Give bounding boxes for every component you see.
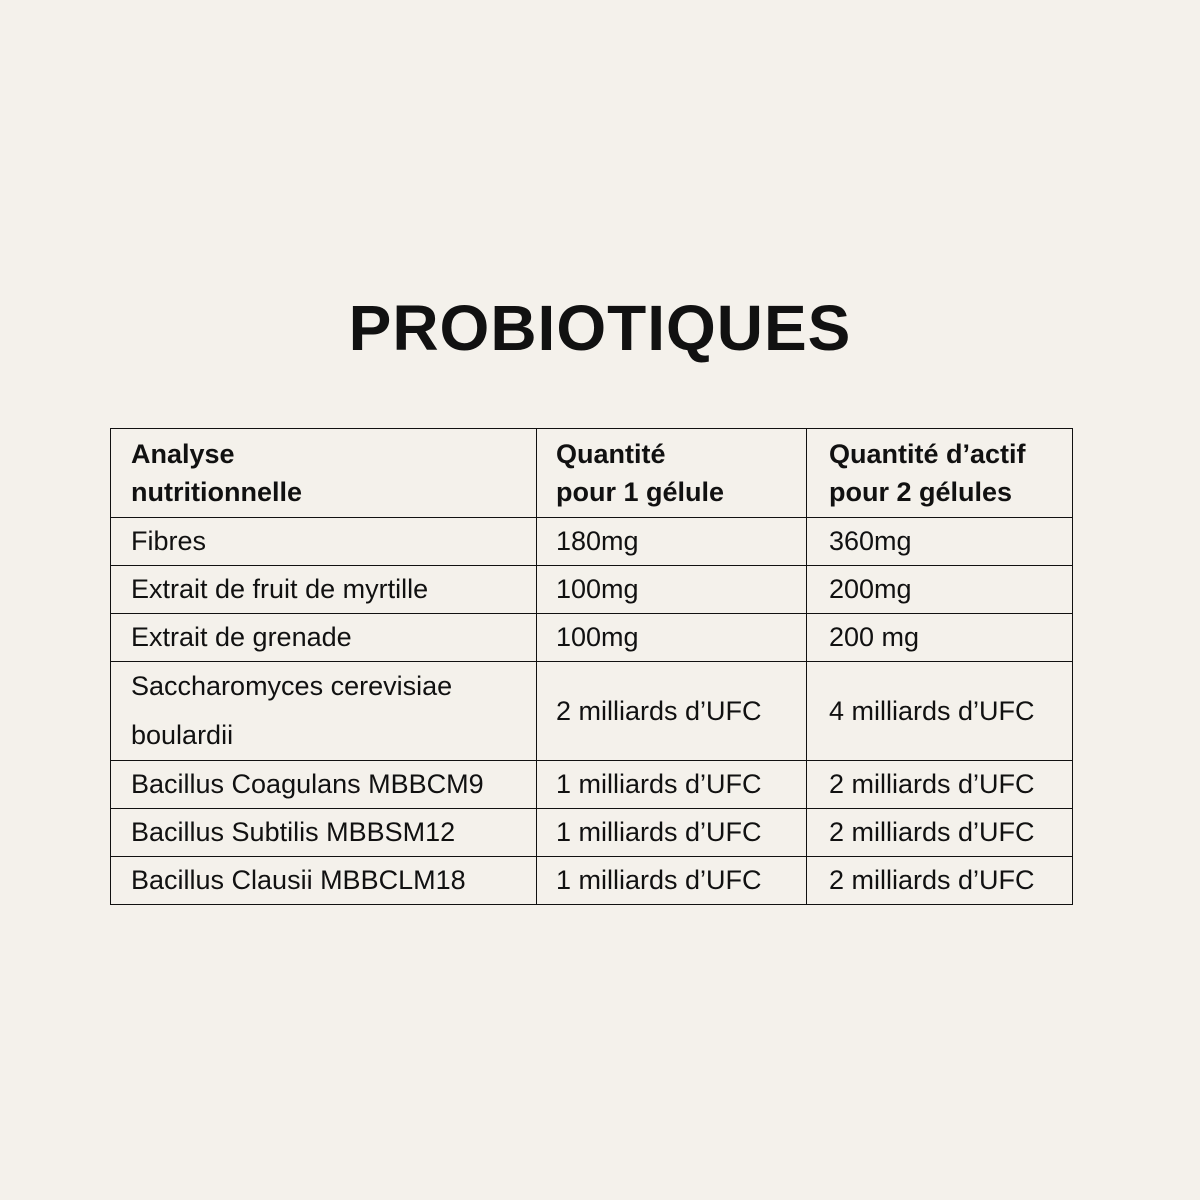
header-quantity-2 <box>807 429 1073 518</box>
cell-quantity-1: 100mg <box>537 614 807 662</box>
cell-quantity-2: 2 milliards d’UFC <box>807 809 1073 857</box>
table-row <box>111 809 1073 857</box>
header-line: Analyse <box>131 439 235 469</box>
table-row <box>111 857 1073 905</box>
cell-quantity-2: 2 milliards d’UFC <box>807 761 1073 809</box>
cell-ingredient: Bacillus Clausii MBBCLM18 <box>111 857 537 905</box>
header-analysis <box>111 429 537 518</box>
header-line: pour 2 gélules <box>829 477 1013 507</box>
cell-quantity-1: 100mg <box>537 566 807 614</box>
cell-quantity-1: 1 milliards d’UFC <box>537 761 807 809</box>
cell-quantity-1: 1 milliards d’UFC <box>537 857 807 905</box>
cell-ingredient: Fibres <box>111 518 537 566</box>
cell-ingredient: Extrait de fruit de myrtille <box>111 566 537 614</box>
cell-ingredient: Saccharomyces cerevisiae boulardii <box>111 662 537 761</box>
table-row <box>111 761 1073 809</box>
cell-quantity-1: 1 milliards d’UFC <box>537 809 807 857</box>
table-row <box>111 566 1073 614</box>
cell-ingredient: Extrait de grenade <box>111 614 537 662</box>
cell-quantity-1: 2 milliards d’UFC <box>537 662 807 761</box>
header-line: Quantité d’actif <box>829 439 1026 469</box>
table-row <box>111 614 1073 662</box>
cell-quantity-2: 2 milliards d’UFC <box>807 857 1073 905</box>
cell-quantity-2: 200 mg <box>807 614 1073 662</box>
cell-ingredient: Bacillus Coagulans MBBCM9 <box>111 761 537 809</box>
cell-quantity-2: 360mg <box>807 518 1073 566</box>
header-quantity-1 <box>537 429 807 518</box>
cell-quantity-1: 180mg <box>537 518 807 566</box>
page-title: PROBIOTIQUES <box>348 292 852 364</box>
nutrition-table <box>110 428 1073 905</box>
header-line: Quantité <box>556 439 666 469</box>
cell-ingredient: Bacillus Subtilis MBBSM12 <box>111 809 537 857</box>
table-row <box>111 518 1073 566</box>
cell-quantity-2: 4 milliards d’UFC <box>807 662 1073 761</box>
cell-quantity-2: 200mg <box>807 566 1073 614</box>
table-header-row <box>111 429 1073 518</box>
header-line: nutritionnelle <box>131 477 302 507</box>
table-row <box>111 662 1073 761</box>
header-line: pour 1 gélule <box>556 477 725 507</box>
